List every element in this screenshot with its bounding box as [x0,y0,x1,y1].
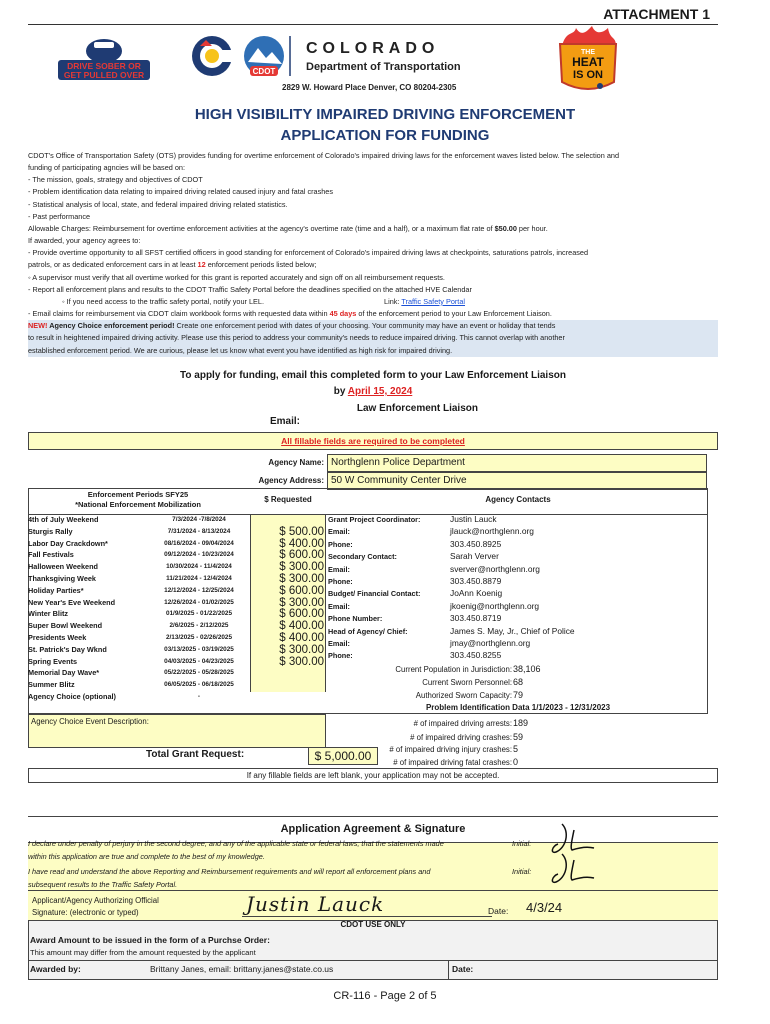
contact-value[interactable]: 303.450.8879 [450,576,502,586]
lel-email-label: Email: [269,416,300,427]
apply-instruction: To apply for funding, email this completed form to your Law Enforcement Liaison [180,370,566,381]
fatal-label: # of impaired driving fatal crashes: [393,758,512,767]
agency-name-field[interactable]: Northglenn Police Department [327,454,707,472]
agency-name: COLORADO [306,40,440,57]
population-value[interactable]: 38,106 [513,664,541,674]
agreement-title: Application Agreement & Signature [280,823,466,835]
contact-value[interactable]: jmay@northglenn.org [450,638,531,648]
injury-label: # of impaired driving injury crashes: [389,745,512,754]
award-note: This amount may differ from the amount requested by the applicant [30,948,256,957]
period-name: Halloween Weekend [28,562,99,572]
sworn-label: Current Sworn Personnel: [422,678,512,687]
contact-label: Head of Agency/ Chief: [328,626,408,636]
period-name: Presidents Week [28,633,87,642]
declaration-2: I have read and understand the above Reporting and Reimbursement requirements and will report all enforcement plans and subsequent results to the Traffic Safety Portal. [28,866,431,889]
period-name: Fall Festivals [28,550,74,560]
period-amount[interactable]: $ 600.00 [279,584,324,597]
contact-label: Phone: [328,577,353,586]
heat-line1: THE [581,49,595,56]
initials-signature-2[interactable] [548,852,598,888]
intro-p14: - Email claims for reimbursement via CDOT claim workbook forms with requested data within 45 days of the enforcement period to your Law Enforcement Liaison. [28,309,552,319]
period-dates: 04/03/2025 - 04/23/2025 [164,657,234,665]
page-footer: CR-116 - Page 2 of 5 [333,990,437,1002]
intro-p7: Allowable Charges: Reimbursement for overtime enforcement activities at the agency's overtime rate (time and a half), or a maximum flat rate of $50.00 per hour. [28,223,548,233]
required-note: All fillable fields are required to be completed [28,432,718,450]
initial-label-2: Initial: [512,867,532,876]
contact-value[interactable]: Sarah Verver [450,551,499,562]
intro-p6: - Past performance [28,211,91,221]
period-dates: 11/21/2024 - 12/4/2024 [166,575,232,582]
periods-header: Enforcement Periods SFY25 *National Enforcement Mobilization [75,490,201,509]
period-dates: 09/12/2024 - 10/23/2024 [164,551,234,559]
total-value: $ 5,000.00 [308,747,378,765]
fatal-value[interactable]: 0 [513,757,519,767]
intro-p5: - Statistical analysis of local, state, and federal impaired driving related statistics. [28,199,288,209]
period-dates: 08/16/2024 - 09/04/2024 [164,539,234,547]
total-label: Total Grant Request: [146,749,245,760]
title-line2: APPLICATION FOR FUNDING [280,127,490,144]
drive-sober-logo [56,38,152,82]
period-amount[interactable]: $ 600.00 [279,608,324,621]
heat-line2: HEAT [572,55,604,69]
traffic-safety-portal-link[interactable]: Traffic Safety Portal [401,296,466,306]
date-label: Date: [488,906,509,916]
agency-dept: Department of Transportation [306,61,461,73]
period-dates: 2/13/2025 - 02/26/2025 [165,634,233,641]
period-name: 4th of July Weekend [28,515,99,524]
contact-value[interactable]: 303.450.8925 [450,538,502,549]
contact-label: Email: [328,564,350,574]
intro-p9: - Provide overtime opportunity to all SFST certified officers in good standing for enforcement of Colorado's impaired driving laws at checkpoints, saturations patrols, increased [28,248,589,258]
contact-label: Phone: [328,651,353,661]
drive-sober-line1: DRIVE SOBER OR [67,61,141,71]
awarded-by: Brittany Janes, email: brittany.janes@state.co.us [150,964,334,974]
intro-p11: ◦ A supervisor must verify that all overtime worked for this grant is reported accurately and sign off on all reimbursement requests. [28,272,445,282]
period-name: Summer Blitz [28,680,75,690]
period-name: New Year's Eve Weekend [28,597,116,607]
period-dates: 05/22/2025 - 05/28/2025 [164,669,234,677]
population-label: Current Population in Jurisdiction: [395,665,512,674]
injury-value[interactable]: 5 [513,744,519,754]
contact-label: Email: [328,601,350,611]
crashes-value[interactable]: 59 [513,732,524,742]
period-dates: 2/6/2025 - 2/12/2025 [169,622,229,630]
intro-p3: - The mission, goals, strategy and objectives of CDOT [28,175,203,185]
period-name: Sturgis Rally [28,526,73,536]
period-amount[interactable]: $ 400.00 [279,620,324,633]
agency-address-field[interactable]: 50 W Community Center Drive [327,472,707,490]
cdot-use-title: CDOT USE ONLY [340,920,406,929]
contact-value[interactable]: sverver@northglenn.org [450,563,540,574]
period-amount[interactable]: $ 400.00 [279,632,324,644]
period-amount[interactable]: $ 300.00 [279,596,324,609]
header-rule [28,24,718,25]
period-amount[interactable]: $ 300.00 [279,573,324,585]
period-name: St. Patrick's Day Wknd [28,644,107,654]
period-dates: 12/12/2024 - 12/25/2024 [164,586,234,594]
period-dates: 06/05/2025 - 06/18/2025 [164,681,234,689]
period-dates: 12/26/2024 - 01/02/2025 [164,598,234,606]
period-dates: 10/30/2024 - 11/4/2024 [166,563,232,571]
blank-warning: If any fillable fields are left blank, your application may not be accepted. [28,768,718,783]
new-agency-choice-block: NEW! Agency Choice enforcement period! Create one enforcement period with dates of your choosing. Your community may have an event or holiday that tends to result in heightened impaired driving activity. Please use this period to address your community's needs to reduce impaired driving. This cannot overlap with another established enforcement period. We are curious, please let us know what event you have identified as high risk for impaired driving. [28,320,718,356]
auth-value[interactable]: 79 [513,690,524,700]
arrests-label: # of impaired driving arrests: [413,719,512,728]
contact-value[interactable]: 303.450.8719 [450,613,502,624]
period-dates: - [197,693,201,700]
contact-value[interactable]: jkoenig@northglenn.org [450,600,540,611]
contact-label: Grant Project Coordinator: [328,515,421,524]
intro-p10: patrols, or as dedicated enforcement cars in at least 12 enforcement periods listed below; [28,260,317,270]
period-dates: 7/3/2024 -7/8/2024 [172,516,226,523]
contact-label: Email: [328,639,350,648]
agency-address: 2829 W. Howard Place Denver, CO 80204-2305 [282,83,457,92]
crashes-label: # of impaired driving crashes: [410,733,512,742]
colorado-c-logo [186,32,296,80]
intro-p12: - Report all enforcement plans and results to the CDOT Traffic Safety Portal before the deadlines specified on the attached HVE Calendar [28,284,472,294]
declaration-1: I declare under penalty of perjury in the second degree, and any of the applicable state or federal laws, that the statements made within this application are true and complete to the best of my knowledge. [28,838,444,861]
period-dates: 03/13/2025 - 03/19/2025 [164,645,234,653]
contact-value[interactable]: 303.450.8255 [450,650,502,661]
cdot-date-label: Date: [452,964,474,974]
initial-label-1: Initial: [512,839,532,848]
contact-label: Email: [328,527,350,537]
date-value[interactable]: 4/3/24 [526,900,563,915]
apply-deadline: by April 15, 2024 [333,386,413,397]
choice-description-field[interactable]: Agency Choice Event Description: [28,714,326,748]
contact-label: Budget/ Financial Contact: [328,589,421,599]
agency-address-label: Agency Address: [258,476,324,485]
drive-sober-line2: GET PULLED OVER [63,70,145,80]
contact-label: Secondary Contact: [328,552,397,562]
intro-p1: CDOT's Office of Transportation Safety (OTS) provides funding for overtime enforcement of Colorado's impaired driving laws for the enforcement waves listed below. The selection and [28,151,620,160]
period-name: Super Bowl Weekend [28,621,103,631]
attachment-label: ATTACHMENT 1 [603,6,710,22]
contact-value[interactable]: JoAnn Koenig [450,588,503,599]
auth-label: Authorized Sworn Capacity: [415,691,512,700]
sworn-value[interactable]: 68 [513,677,524,687]
period-name: Thanksgiving Week [28,574,96,583]
contact-value[interactable]: Justin Lauck [450,514,497,524]
period-amount[interactable]: $ 300.00 [279,561,324,574]
period-dates: 01/9/2025 - 01/22/2025 [165,610,233,618]
period-amount[interactable]: $ 600.00 [279,549,324,562]
cdot-divider [28,960,718,961]
period-name: Winter Blitz [28,609,69,619]
signer-label: Applicant/Agency Authorizing Official Signature: (electronic or typed) [32,896,159,917]
contact-label: Phone: [328,539,353,549]
intro-p8: If awarded, your agency agrees to: [28,236,141,246]
heat-line3: IS ON [573,69,603,81]
period-name: Spring Events [28,656,78,666]
period-amount[interactable]: $ 500.00 [279,525,324,538]
cdot-col-divider [448,960,449,980]
awarded-by-label: Awarded by: [30,964,81,974]
agreement-rule [28,816,718,817]
intro-p4: - Problem identification data relating to impaired driving related caused injury and fatal crashes [28,187,334,197]
signature[interactable]: Justin Lauck [246,892,385,916]
period-amount[interactable]: $ 300.00 [279,643,324,656]
agency-name-label: Agency Name: [268,458,324,467]
contact-value[interactable]: jlauck@northglenn.org [450,526,534,537]
period-name: Memorial Day Wave* [28,668,100,678]
intro-block [28,150,718,357]
award-label: Award Amount to be issued in the form of a Purchse Order: [30,935,270,945]
period-amount[interactable]: $ 400.00 [279,537,324,550]
lel-label: Law Enforcement Liaison [356,403,478,414]
intro-p13: ◦ If you need access to the traffic safety portal, notify your LEL. Link: Traffic Safety Portal [62,296,466,306]
period-name: Holiday Parties* [28,585,84,595]
period-dates: 7/31/2024 - 8/13/2024 [167,527,231,535]
cdot-badge: CDOT [252,67,276,76]
requested-header: $ Requested [264,495,312,504]
intro-p2: funding of participating agncies will be based on: [28,163,185,173]
signature-line [242,916,492,917]
heat-is-on-logo [552,26,624,96]
problem-id-header: Problem Identification Data 1/1/2023 - 12/31/2023 [425,703,611,712]
arrests-value[interactable]: 189 [513,718,529,728]
contact-value[interactable]: James S. May, Jr., Chief of Police [450,625,575,636]
contact-label: Phone Number: [328,614,383,624]
title-line1: HIGH VISIBILITY IMPAIRED DRIVING ENFORCEMENT [194,106,576,123]
period-amount[interactable]: $ 300.00 [279,655,324,668]
period-name: Labor Day Crackdown* [28,538,108,548]
period-name: Agency Choice (optional) [28,692,116,701]
contacts-header: Agency Contacts [485,495,551,504]
